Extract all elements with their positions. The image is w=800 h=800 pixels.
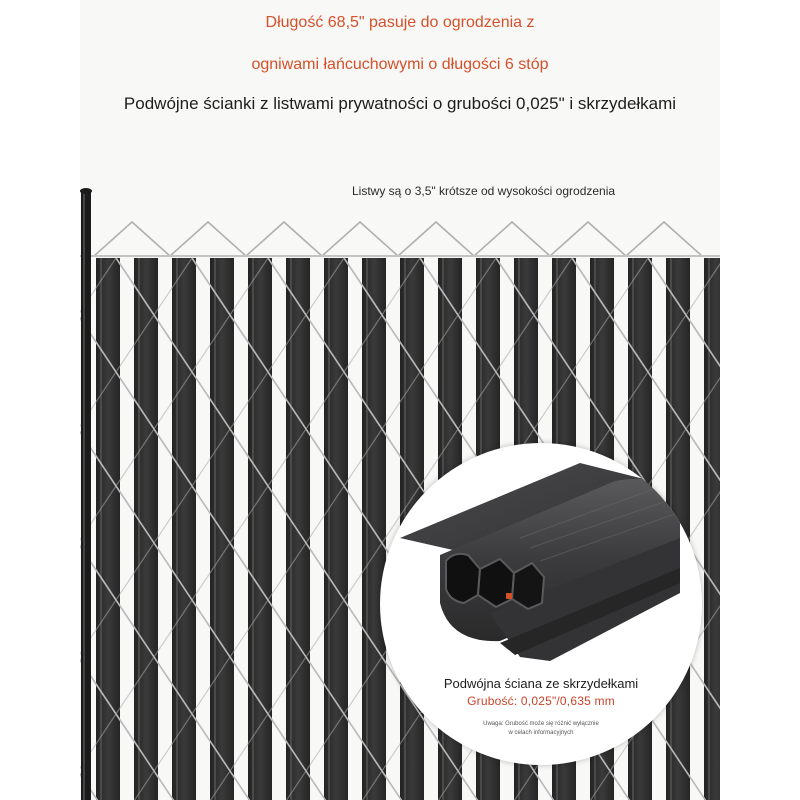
disclaimer-line-1: Uwaga: Grubość może się różnić wyłącznie	[483, 721, 599, 727]
headline-line-3: Podwójne ścianki z listwami prywatności o grubości 0,025" i skrzydełkami	[123, 94, 677, 113]
slat-detail-callout	[380, 443, 702, 765]
slat	[172, 258, 196, 800]
slat	[704, 258, 728, 800]
fence-post	[81, 190, 91, 800]
top-wire-zigzag	[80, 222, 720, 256]
thickness-label: Grubość: 0,025"/0,635 mm	[467, 694, 615, 708]
detail-label: Podwójna ściana ze skrzydełkami	[443, 676, 639, 691]
slat	[248, 258, 272, 800]
slat-length-note: Listwy są o 3,5" krótsze od wysokości ogrodzenia	[352, 184, 616, 198]
slat	[324, 258, 348, 800]
fence-post-cap	[80, 188, 92, 194]
slat-cross-section	[380, 443, 702, 765]
slat	[96, 258, 120, 800]
disclaimer-line-2: w celach informacyjnych	[508, 730, 574, 736]
headline-line-2: ogniwami łańcuchowymi o długości 6 stóp	[251, 56, 549, 73]
headline-line-1: Długość 68,5" pasuje do ogrodzenia z	[265, 14, 535, 31]
